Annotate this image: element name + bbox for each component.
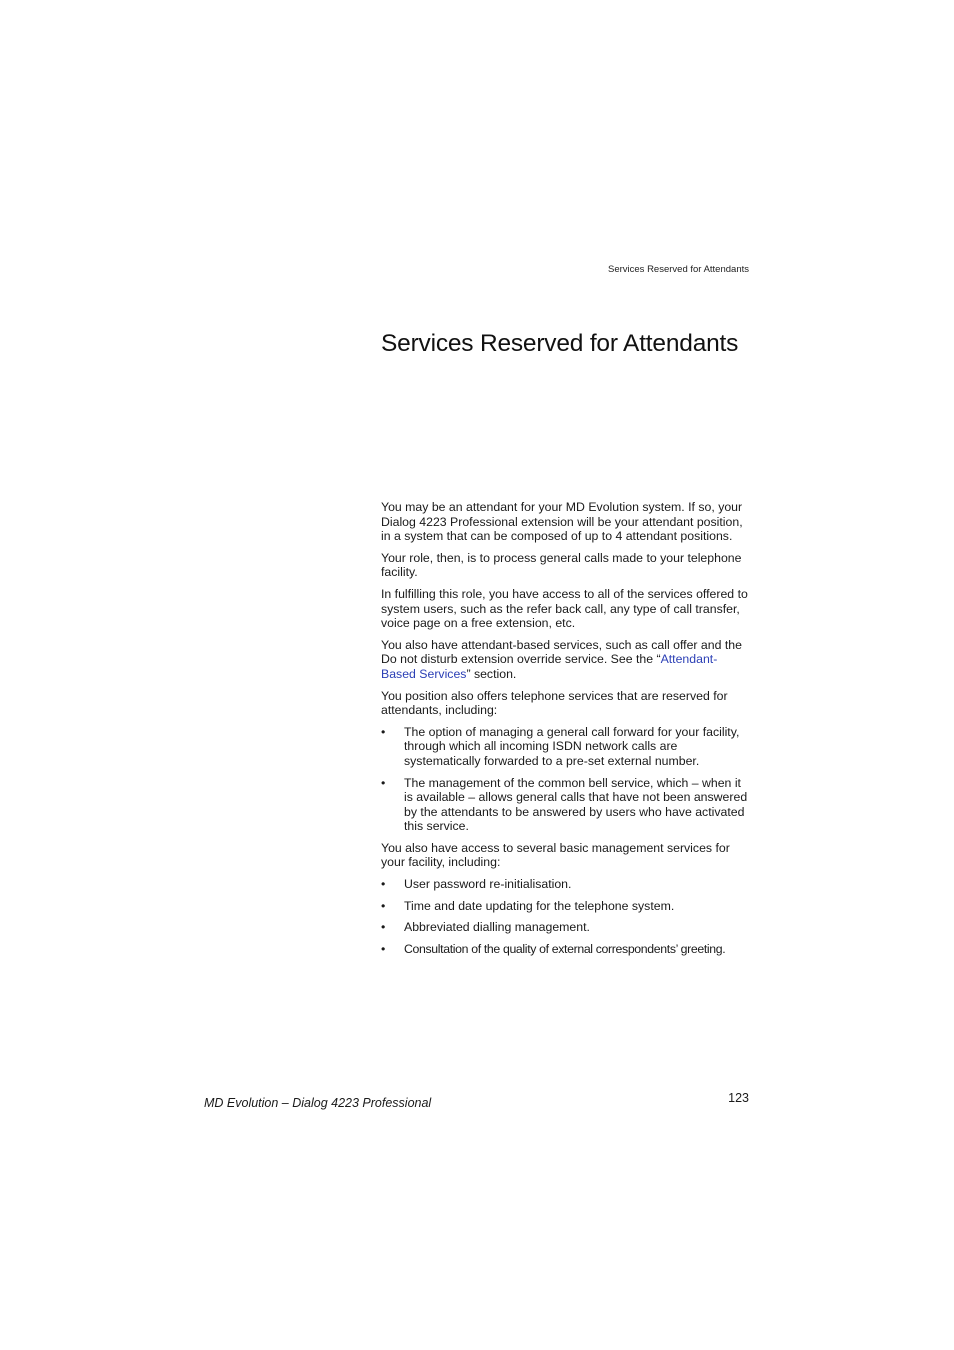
paragraph-intro: You may be an attendant for your MD Evolution system. If so, your Dialog 4223 Professional extension will be your attendant position, in a system that can be composed of up to 4 attendant positions. bbox=[381, 500, 743, 544]
paragraph-access: In fulfilling this role, you have access to all of the services offered to system users, such as the refer back call, any type of call transfer, voice page on a free extension, etc. bbox=[381, 586, 748, 631]
paragraph-text-before-link: You also have attendant-based services, such as call offer and the Do not disturb extension override service. See the “ bbox=[381, 637, 742, 667]
footer-document-title: MD Evolution – Dialog 4223 Professional bbox=[204, 1096, 432, 1110]
body-text bbox=[381, 500, 751, 963]
list-item bbox=[381, 920, 751, 935]
bullet-icon: • bbox=[381, 898, 386, 913]
list-item bbox=[381, 776, 751, 834]
list-item-text: The management of the common bell service, which – when it is available – allows general calls that have not been answered by the attendants to be answered by users who have activated this service. bbox=[404, 775, 748, 834]
list-item-text: The option of managing a general call forward for your facility, through which all incoming ISDN network calls are systematically forwarded to a pre-set external number. bbox=[404, 724, 740, 768]
list-item bbox=[381, 725, 751, 769]
paragraph-management-services: You also have access to several basic management services for your facility, including: bbox=[381, 840, 730, 870]
bullet-icon: • bbox=[381, 941, 386, 956]
running-header: Services Reserved for Attendants bbox=[608, 264, 749, 275]
list-item-text: Abbreviated dialling management. bbox=[404, 920, 590, 935]
paragraph-reserved-services: You position also offers telephone services that are reserved for attendants, including: bbox=[381, 688, 728, 718]
bullet-icon: • bbox=[381, 724, 386, 739]
bullet-icon: • bbox=[381, 877, 386, 892]
management-services-list bbox=[381, 877, 751, 956]
paragraph-role: Your role, then, is to process general calls made to your telephone facility. bbox=[381, 550, 742, 580]
list-item bbox=[381, 877, 751, 892]
list-item bbox=[381, 899, 751, 914]
page-title: Services Reserved for Attendants bbox=[381, 330, 739, 357]
bullet-icon: • bbox=[381, 775, 386, 790]
list-item-text: User password re-initialisation. bbox=[404, 877, 572, 892]
list-item-text: Consultation of the quality of external correspondents’ greeting. bbox=[404, 941, 726, 956]
page-number: 123 bbox=[728, 1091, 749, 1105]
attendant-based-services-link[interactable]: Attendant-Based Services bbox=[381, 652, 718, 681]
paragraph-text-after-link: ” section. bbox=[466, 666, 517, 681]
list-item-text: Time and date updating for the telephone system. bbox=[404, 898, 675, 913]
paragraph-attendant-services bbox=[381, 638, 751, 682]
bullet-icon: • bbox=[381, 920, 386, 935]
reserved-services-list bbox=[381, 725, 751, 834]
list-item bbox=[381, 942, 751, 957]
